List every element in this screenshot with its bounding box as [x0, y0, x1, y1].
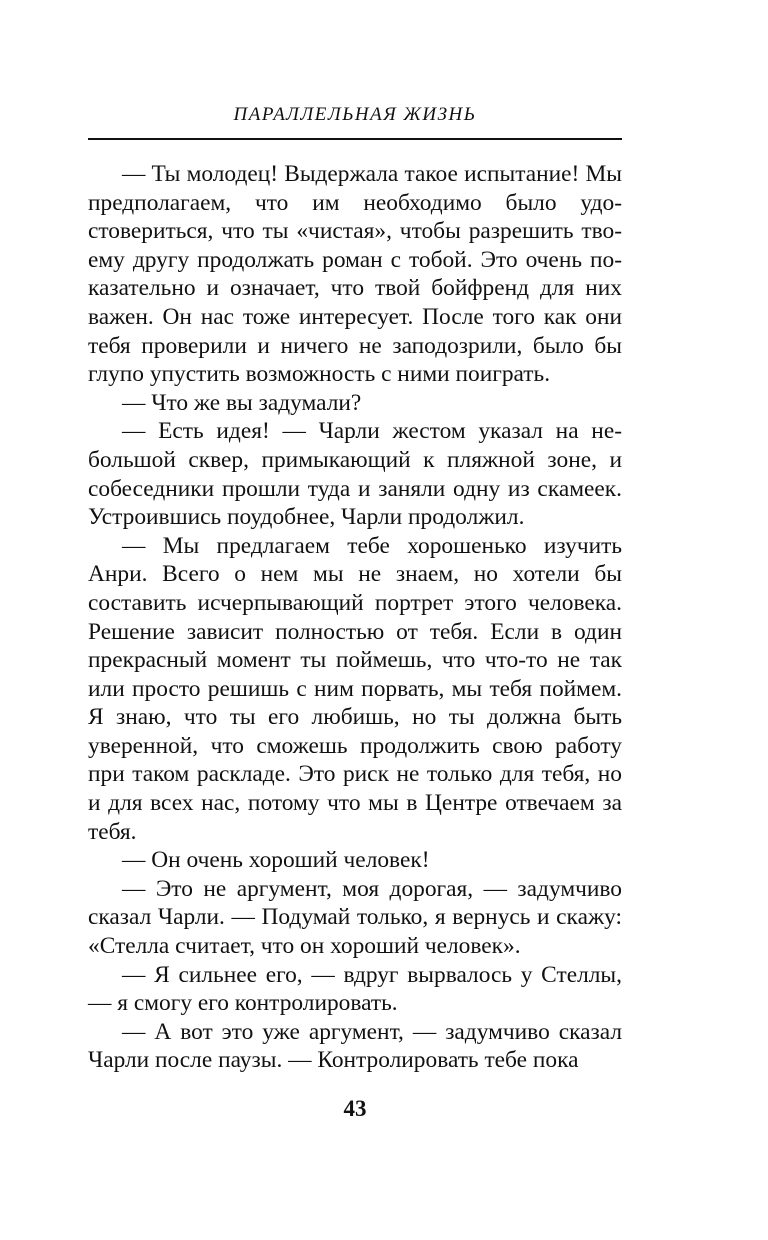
paragraph: — Ты молодец! Выдержала такое испытание! Мы предполагаем, что им необходимо было удостовериться, что ты «чистая», чтобы разрешить твоему другу продолжать роман с тобой. Это очень показательно и означает, что твой бойфренд для них важен. Он нас тоже интересует. После того как они тебя проверили и ничего не заподозрили, было бы глупо упустить возможность с ними поиграть. — [88, 161, 622, 388]
paragraph: — Это не аргумент, моя дорогая, — задумчиво сказал Чарли. — Подумай только, я вернусь и скажу: «Стелла считает, что он хороший человек». — [88, 875, 622, 960]
running-title: ПАРАЛЛЕЛЬНАЯ ЖИЗНЬ — [233, 104, 477, 125]
paragraph: — Есть идея! — Чарли жестом указал на небольшой сквер, примыкающий к пляжной зоне, и собеседники прошли туда и заняли одну из скамеек. Устроившись поудобнее, Чарли продолжил. — [88, 418, 622, 531]
paragraph: — А вот это уже аргумент, — задумчиво сказал Чарли после паузы. — Контролировать тебе пока — [88, 1018, 622, 1074]
paragraph: — Он очень хороший человек! — [122, 847, 430, 874]
paragraph: — Что же вы задумали? — [122, 389, 362, 416]
paragraph: — Мы предлагаем тебе хорошенько изучить Анри. Всего о нем мы не знаем, но хотели бы составить исчерпывающий портрет этого человека. Решение зависит полностью от тебя. Если в один прекрасный момент ты поймешь, что что-то не так или просто решишь с ним порвать, мы тебя поймем. Я знаю, что ты его любишь, но ты должна быть уверенной, что сможешь продолжить свою работу при таком раскладе. Это риск не только для тебя, но и для всех нас, потому что мы в Центре отвечаем за тебя. — [88, 532, 622, 845]
paragraph: — Я сильнее его, — вдруг вырвалось у Стеллы, — я смогу его контролировать. — [88, 961, 622, 1017]
body-text — [88, 160, 622, 1075]
page-number: 43 — [343, 1096, 367, 1121]
header-rule — [88, 138, 622, 140]
